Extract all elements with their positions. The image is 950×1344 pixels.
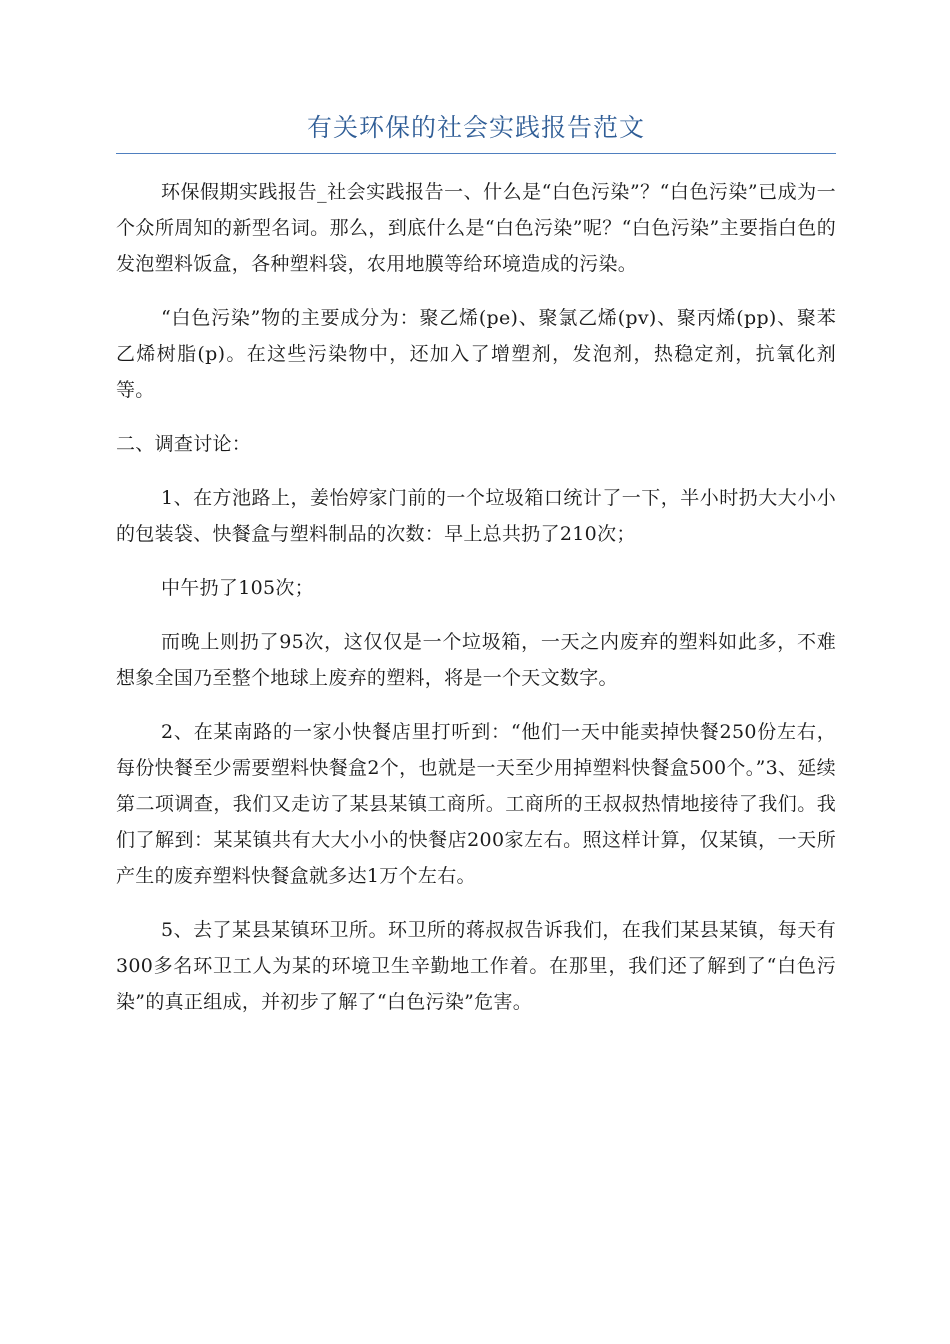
paragraph-intro: 环保假期实践报告_社会实践报告一、什么是“白色污染”？“白色污染”已成为一个众所周知的新型名词。那么，到底什么是“白色污染”呢？“白色污染”主要指白色的发泡塑料饭盒，各种塑料袋，农用地膜等给环境造成的污染。 [116, 181, 836, 275]
paragraph-survey-5: 5、去了某县某镇环卫所。环卫所的蒋叔叔告诉我们，在我们某县某镇，每天有300多名环卫工人为某的环境卫生辛勤地工作着。在那里，我们还了解到了“白色污染”的真正组成，并初步了解了“白色污染”危害。 [116, 919, 836, 1013]
paragraph-components: “白色污染”物的主要成分为：聚乙烯(pe)、聚氯乙烯(pv)、聚丙烯(pp)、聚苯乙烯树脂(p)。在这些污染物中，还加入了增塑剂，发泡剂，热稳定剂，抗氧化剂等。 [116, 307, 836, 401]
document-title: 有关环保的社会实践报告范文 [306, 113, 645, 142]
paragraph-survey-1: 1、在方池路上，姜怡婷家门前的一个垃圾箱口统计了一下，半小时扔大大小小的包装袋、快餐盒与塑料制品的次数：早上总共扔了210次； [116, 487, 836, 545]
document-body [116, 174, 836, 1020]
paragraph-survey-2-3: 2、在某南路的一家小快餐店里打听到：“他们一天中能卖掉快餐250份左右，每份快餐至少需要塑料快餐盒2个，也就是一天至少用掉塑料快餐盒500个。”3、延续第二项调查，我们又走访了某县某镇工商所。工商所的王叔叔热情地接待了我们。我们了解到：某某镇共有大大小小的快餐店200家左右。照这样计算，仅某镇，一天所产生的废弃塑料快餐盒就多达1万个左右。 [116, 721, 836, 887]
document-page [116, 108, 836, 1038]
paragraph-evening-count: 而晚上则扔了95次，这仅仅是一个垃圾箱，一天之内废弃的塑料如此多，不难想象全国乃至整个地球上废弃的塑料，将是一个天文数字。 [116, 631, 836, 689]
paragraph-noon-count: 中午扔了105次； [161, 577, 314, 599]
section-heading-investigation: 二、调查讨论： [116, 433, 252, 455]
title-underline [116, 153, 836, 154]
